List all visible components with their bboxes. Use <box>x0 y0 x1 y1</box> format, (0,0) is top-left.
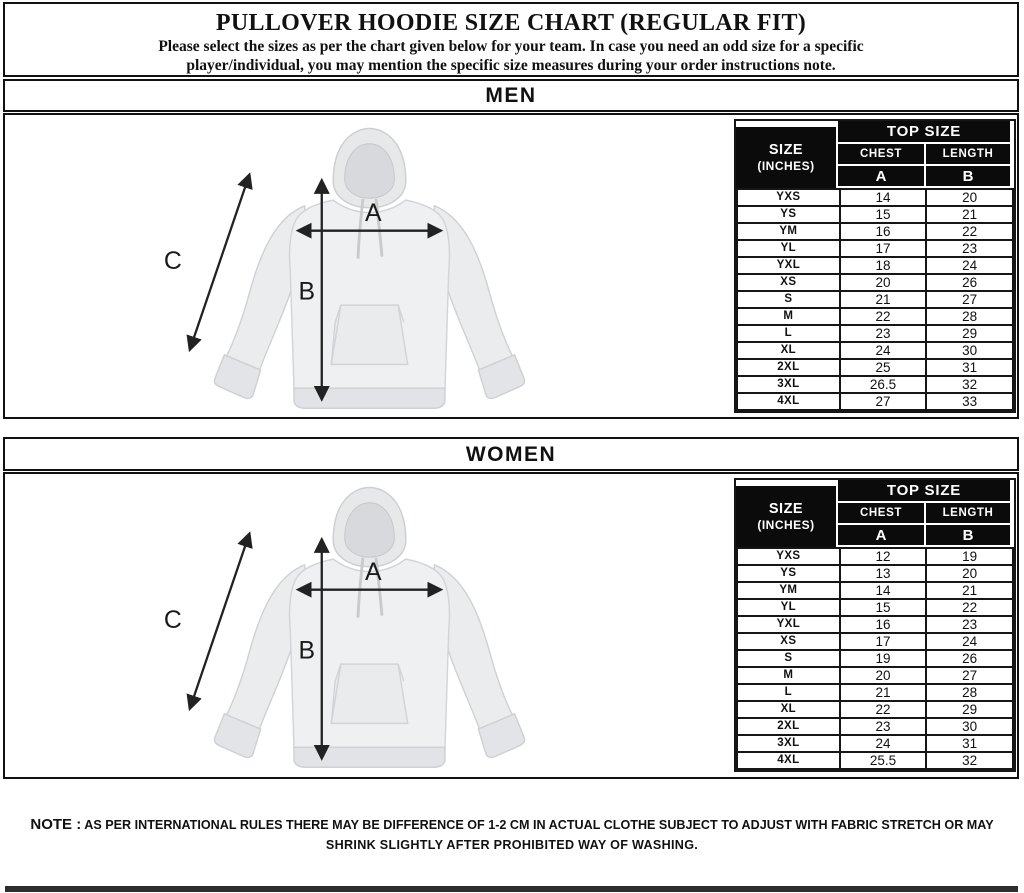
women-content-box <box>3 472 1019 779</box>
chest-value: 23 <box>840 718 927 735</box>
size-cell: 2XL <box>737 359 840 376</box>
table-row <box>737 667 1013 684</box>
size-header-unit: (INCHES) <box>757 517 815 532</box>
chest-value: 26.5 <box>840 376 927 393</box>
women-size-data-table <box>736 547 1014 770</box>
men-size-table <box>734 119 1016 413</box>
length-value: 24 <box>926 257 1013 274</box>
chest-value: 27 <box>840 393 927 410</box>
chest-value: 12 <box>840 548 927 565</box>
table-row <box>737 257 1013 274</box>
table-row <box>737 599 1013 616</box>
table-row <box>737 206 1013 223</box>
chest-value: 23 <box>840 325 927 342</box>
top-size-header: TOP SIZE <box>838 480 1010 501</box>
length-value: 23 <box>926 240 1013 257</box>
chest-value: 24 <box>840 735 927 752</box>
length-value: 30 <box>926 718 1013 735</box>
chest-value: 14 <box>840 189 927 206</box>
length-value: 21 <box>926 582 1013 599</box>
table-row <box>737 308 1013 325</box>
women-size-table <box>734 478 1016 772</box>
size-cell: YM <box>737 582 840 599</box>
length-value: 26 <box>926 274 1013 291</box>
size-cell: XL <box>737 342 840 359</box>
chest-value: 17 <box>840 633 927 650</box>
size-cell: 4XL <box>737 752 840 769</box>
table-row <box>737 548 1013 565</box>
title-block <box>3 2 1019 77</box>
size-cell: YL <box>737 240 840 257</box>
size-cell: YM <box>737 223 840 240</box>
size-cell: M <box>737 308 840 325</box>
note-text-2: SHRINK SLIGHTLY AFTER PROHIBITED WAY OF WASHING. <box>325 838 699 852</box>
page-subtitle-line2: player/individual, you may mention the specific size measures during your order instructions note. <box>186 57 836 74</box>
size-cell: YXL <box>737 616 840 633</box>
length-value: 26 <box>926 650 1013 667</box>
chest-value: 21 <box>840 291 927 308</box>
size-cell: YS <box>737 565 840 582</box>
table-row <box>737 393 1013 410</box>
chest-value: 24 <box>840 342 927 359</box>
chest-value: 15 <box>840 206 927 223</box>
size-header-label: SIZE <box>768 500 804 517</box>
men-size-data-table <box>736 188 1014 411</box>
chest-letter-header: A <box>838 166 924 186</box>
length-value: 29 <box>926 325 1013 342</box>
chest-value: 18 <box>840 257 927 274</box>
size-cell: YXS <box>737 189 840 206</box>
size-cell: XS <box>737 633 840 650</box>
table-row <box>737 565 1013 582</box>
length-value: 32 <box>926 376 1013 393</box>
chest-value: 21 <box>840 684 927 701</box>
table-row <box>737 376 1013 393</box>
length-header: LENGTH <box>926 503 1010 523</box>
length-value: 21 <box>926 206 1013 223</box>
table-row <box>737 735 1013 752</box>
chest-letter-header: A <box>838 525 924 545</box>
table-row <box>737 701 1013 718</box>
size-cell: L <box>737 325 840 342</box>
section-header-women: WOMEN <box>3 437 1019 471</box>
table-row <box>737 582 1013 599</box>
note-text-1: AS PER INTERNATIONAL RULES THERE MAY BE DIFFERENCE OF 1-2 CM IN ACTUAL CLOTHE SUBJECT TO ADJUST WITH FABRIC STRETCH OR MAY <box>84 818 994 832</box>
size-header-unit: (INCHES) <box>757 158 815 173</box>
length-value: 27 <box>926 291 1013 308</box>
table-row <box>737 189 1013 206</box>
length-value: 20 <box>926 565 1013 582</box>
men-table-header <box>736 121 1014 188</box>
table-row <box>737 274 1013 291</box>
men-content-box <box>3 113 1019 419</box>
length-value: 32 <box>926 752 1013 769</box>
chest-value: 25 <box>840 359 927 376</box>
table-row <box>737 752 1013 769</box>
length-value: 19 <box>926 548 1013 565</box>
top-size-header: TOP SIZE <box>838 121 1010 142</box>
table-row <box>737 291 1013 308</box>
length-value: 28 <box>926 684 1013 701</box>
table-row <box>737 633 1013 650</box>
page-title: PULLOVER HOODIE SIZE CHART (REGULAR FIT) <box>215 10 807 36</box>
hoodie-diagram-men <box>117 118 622 414</box>
chest-value: 17 <box>840 240 927 257</box>
size-cell: YXS <box>737 548 840 565</box>
chest-value: 22 <box>840 701 927 718</box>
length-value: 31 <box>926 735 1013 752</box>
table-row <box>737 223 1013 240</box>
size-cell: 3XL <box>737 376 840 393</box>
table-row <box>737 325 1013 342</box>
size-cell: L <box>737 684 840 701</box>
length-value: 22 <box>926 223 1013 240</box>
table-row <box>737 616 1013 633</box>
table-row <box>737 342 1013 359</box>
chest-header: CHEST <box>838 503 924 523</box>
note-line1 <box>0 816 1024 833</box>
length-value: 30 <box>926 342 1013 359</box>
size-cell: 4XL <box>737 393 840 410</box>
table-row <box>737 684 1013 701</box>
chest-value: 22 <box>840 308 927 325</box>
length-value: 29 <box>926 701 1013 718</box>
size-cell: YL <box>737 599 840 616</box>
chest-value: 16 <box>840 223 927 240</box>
chest-value: 19 <box>840 650 927 667</box>
table-row <box>737 359 1013 376</box>
note-block <box>0 816 1024 852</box>
chest-value: 16 <box>840 616 927 633</box>
note-label: NOTE : <box>30 816 82 833</box>
size-cell: YXL <box>737 257 840 274</box>
length-value: 22 <box>926 599 1013 616</box>
length-value: 24 <box>926 633 1013 650</box>
size-column-header <box>736 127 836 188</box>
size-cell: XL <box>737 701 840 718</box>
length-value: 27 <box>926 667 1013 684</box>
table-row <box>737 718 1013 735</box>
chest-header: CHEST <box>838 144 924 164</box>
size-cell: 2XL <box>737 718 840 735</box>
size-header-label: SIZE <box>768 141 804 158</box>
length-value: 33 <box>926 393 1013 410</box>
length-value: 20 <box>926 189 1013 206</box>
size-cell: 3XL <box>737 735 840 752</box>
chest-value: 14 <box>840 582 927 599</box>
chest-value: 13 <box>840 565 927 582</box>
length-value: 28 <box>926 308 1013 325</box>
length-value: 23 <box>926 616 1013 633</box>
size-cell: S <box>737 291 840 308</box>
size-cell: M <box>737 667 840 684</box>
chest-value: 15 <box>840 599 927 616</box>
table-row <box>737 240 1013 257</box>
page-subtitle-line1: Please select the sizes as per the chart given below for your team. In case you need an odd size for a specific <box>158 38 864 55</box>
chest-value: 25.5 <box>840 752 927 769</box>
length-letter-header: B <box>926 525 1010 545</box>
hoodie-diagram-women <box>117 477 622 773</box>
bottom-border-bar <box>5 886 1018 892</box>
length-header: LENGTH <box>926 144 1010 164</box>
section-header-men: MEN <box>3 79 1019 112</box>
size-column-header <box>736 486 836 547</box>
size-cell: YS <box>737 206 840 223</box>
chest-value: 20 <box>840 274 927 291</box>
length-letter-header: B <box>926 166 1010 186</box>
women-table-header <box>736 480 1014 547</box>
chest-value: 20 <box>840 667 927 684</box>
length-value: 31 <box>926 359 1013 376</box>
table-row <box>737 650 1013 667</box>
size-cell: S <box>737 650 840 667</box>
size-cell: XS <box>737 274 840 291</box>
